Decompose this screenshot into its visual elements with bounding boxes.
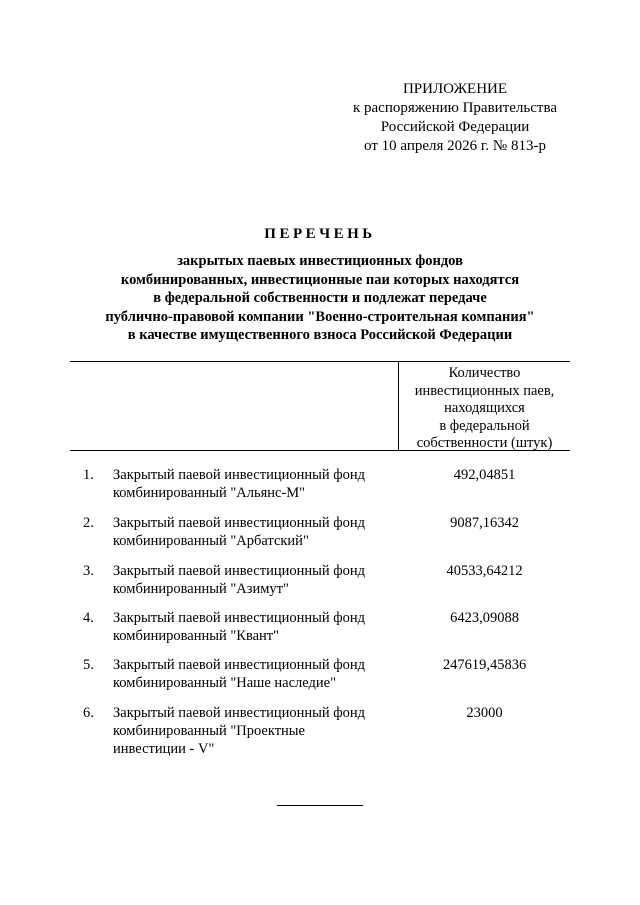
fund-name-line: Закрытый паевой инвестиционный фонд	[113, 610, 366, 626]
appendix-block	[340, 80, 570, 156]
fund-name-line: Закрытый паевой инвестиционный фонд	[113, 467, 366, 483]
fund-name-line: Закрытый паевой инвестиционный фонд	[113, 515, 366, 531]
appendix-line-1: к распоряжению Правительства	[352, 100, 557, 116]
fund-name	[113, 609, 393, 645]
qty-header-line-4: в федеральной	[439, 417, 530, 434]
end-divider	[277, 805, 363, 806]
row-number: 5.	[83, 657, 94, 673]
fund-name-line: Закрытый паевой инвестиционный фонд	[113, 563, 366, 579]
subtitle-line-3: в федеральной собственности и подлежат передаче	[153, 290, 487, 306]
subtitle-line-2: комбинированных, инвестиционные паи которых находятся	[120, 271, 520, 288]
quantity-column-header	[399, 365, 570, 453]
fund-name-line: комбинированный "Альянс-М"	[113, 485, 306, 501]
fund-quantity: 492,04851	[453, 467, 516, 483]
fund-name	[113, 656, 393, 692]
fund-name-line: комбинированный "Проектные	[113, 723, 305, 739]
fund-name	[113, 704, 393, 758]
fund-quantity: 23000	[466, 705, 503, 721]
fund-name	[113, 514, 393, 550]
row-number: 4.	[83, 610, 94, 626]
row-number: 1.	[83, 467, 94, 483]
qty-header-line-1: Количество	[448, 365, 521, 381]
fund-name	[113, 466, 393, 502]
qty-header-line-3: находящихся	[444, 400, 525, 416]
fund-quantity: 40533,64212	[446, 563, 523, 579]
row-number: 6.	[83, 705, 94, 721]
fund-name	[113, 562, 393, 598]
subtitle-line-1: закрытых паевых инвестиционных фондов	[177, 253, 463, 269]
row-number: 2.	[83, 515, 94, 531]
fund-name-line: комбинированный "Азимут"	[113, 581, 289, 597]
table-header	[70, 361, 570, 451]
fund-name-line: комбинированный "Арбатский"	[113, 533, 309, 549]
fund-quantity: 9087,16342	[450, 515, 519, 531]
fund-quantity: 6423,09088	[450, 610, 519, 626]
fund-quantity: 247619,45836	[442, 657, 527, 673]
fund-name-line: Закрытый паевой инвестиционный фонд	[113, 657, 366, 673]
qty-header-line-2: инвестиционных паев,	[414, 382, 555, 399]
subtitle-line-5: в качестве имущественного взноса Российской Федерации	[127, 327, 513, 343]
fund-name-line: инвестиции - V"	[113, 741, 215, 757]
appendix-title: ПРИЛОЖЕНИЕ	[402, 81, 508, 97]
fund-name-line: комбинированный "Наше наследие"	[113, 675, 337, 691]
list-title: ПЕРЕЧЕНЬ	[264, 226, 376, 242]
fund-name-line: Закрытый паевой инвестиционный фонд	[113, 705, 366, 721]
fund-name-line: комбинированный "Квант"	[113, 628, 280, 644]
appendix-line-2: Российской Федерации	[380, 119, 530, 135]
list-subtitle	[60, 252, 580, 345]
row-number: 3.	[83, 563, 94, 579]
qty-header-line-5: собственности (штук)	[416, 435, 553, 451]
appendix-line-3: от 10 апреля 2026 г. № 813-р	[364, 138, 546, 154]
subtitle-line-4: публично-правовой компании "Военно-строительная компания"	[105, 308, 535, 325]
